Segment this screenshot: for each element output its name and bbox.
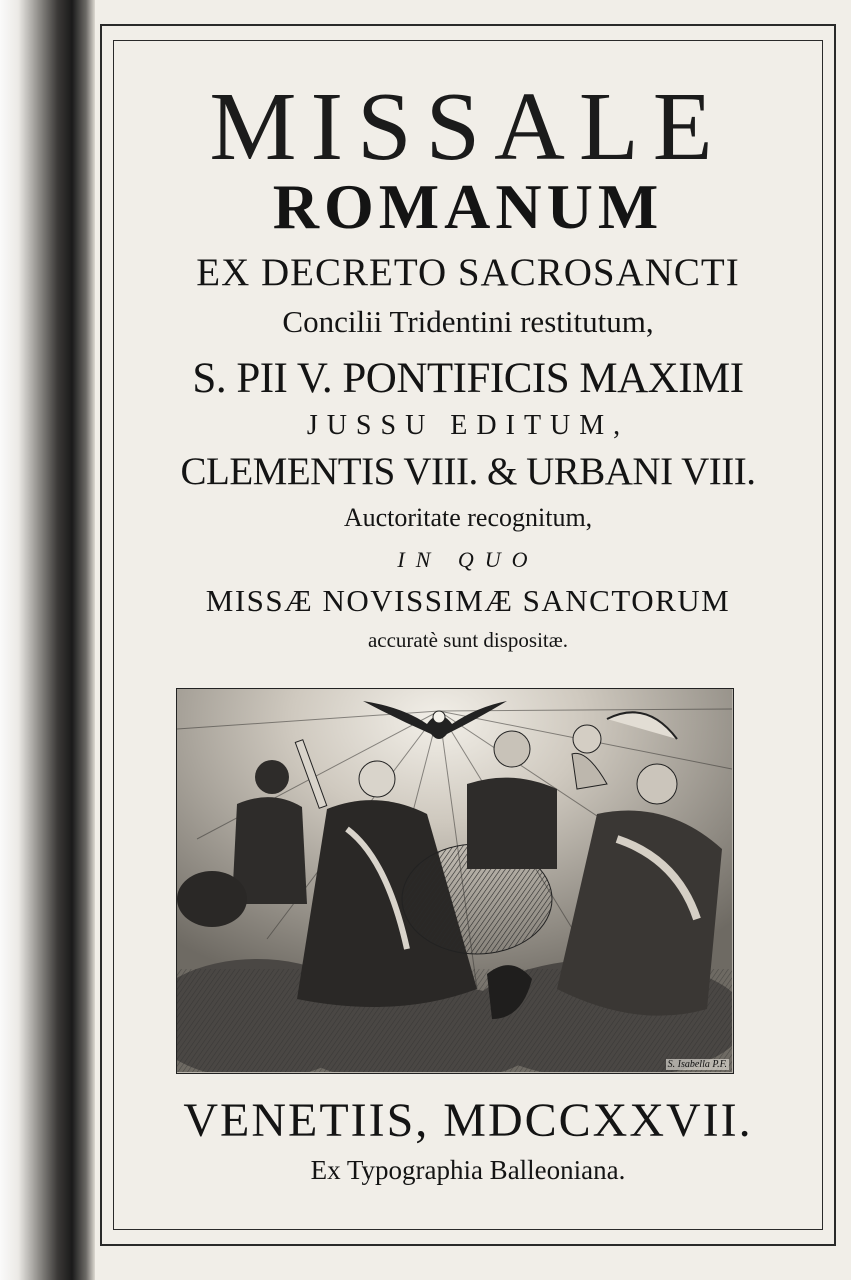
title-missale: MISSALE	[209, 73, 727, 181]
subtitle-concilii: Concilii Tridentini restitutum,	[282, 304, 654, 339]
engraving-four-evangelists	[176, 688, 734, 1074]
subtitle-ex-decreto: EX DECRETO SACROSANCTI	[196, 251, 740, 294]
subtitle-pii-v: S. PII V. PONTIFICIS MAXIMI	[192, 355, 744, 402]
subtitle-jussu-editum: JUSSU EDITUM,	[306, 410, 630, 441]
book-gutter	[0, 0, 95, 1280]
engraving-illustration	[177, 689, 732, 1072]
subtitle-clementis-urbani: CLEMENTIS VIII. & URBANI VIII.	[180, 450, 756, 493]
engraver-signature: S. Isabella P.F.	[667, 1059, 727, 1070]
subtitle-in-quo: IN QUO	[397, 547, 539, 572]
title-romanum: ROMANUM	[272, 171, 664, 242]
imprint-printer: Ex Typographia Balleoniana.	[310, 1155, 626, 1185]
subtitle-accurate: accuratè sunt dispositæ.	[367, 628, 569, 652]
subtitle-missae-novissimae: MISSÆ NOVISSIMÆ SANCTORUM	[205, 583, 731, 618]
subtitle-auctoritate: Auctoritate recognitum,	[343, 503, 593, 532]
imprint-place-date: VENETIIS, MDCCXXVII.	[183, 1094, 753, 1147]
